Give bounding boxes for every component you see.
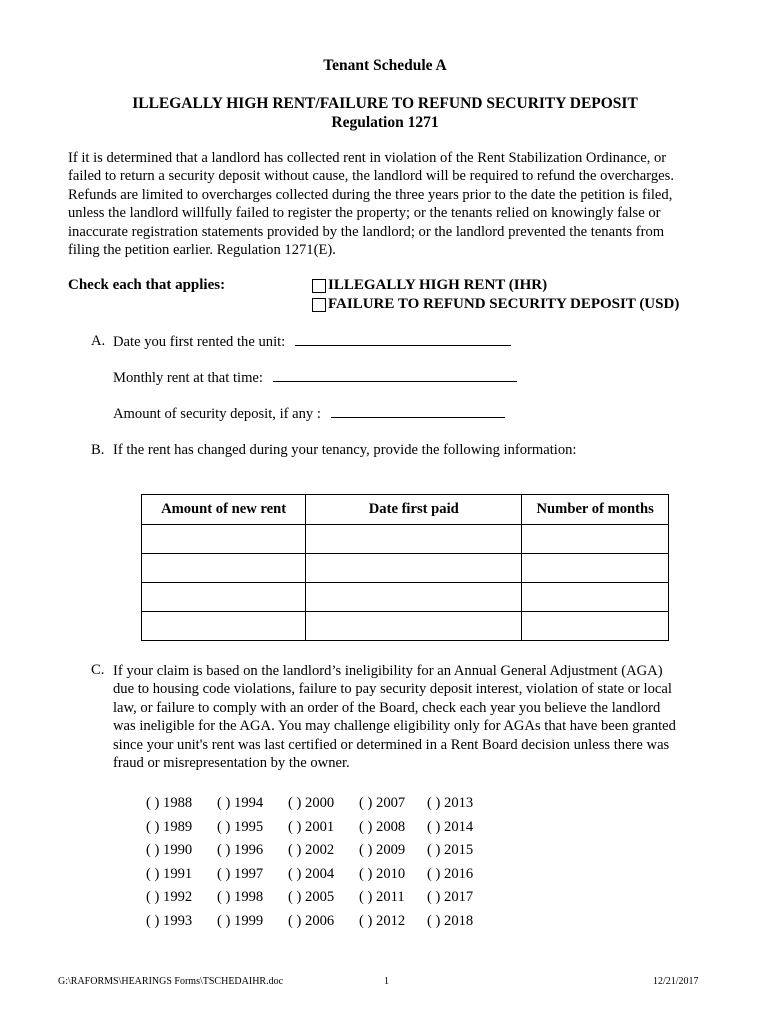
year-option[interactable]: ( ) 1988 bbox=[146, 795, 193, 811]
security-deposit-row bbox=[113, 405, 505, 423]
section-b-letter: B. bbox=[91, 442, 105, 458]
year-option[interactable]: ( ) 2006 bbox=[288, 913, 335, 929]
table-row bbox=[142, 554, 669, 583]
year-option[interactable]: ( ) 2004 bbox=[288, 865, 335, 882]
monthly-rent-row bbox=[113, 369, 517, 387]
security-deposit-field[interactable] bbox=[331, 405, 505, 418]
section-c-paragraph bbox=[113, 662, 713, 772]
year-option[interactable]: ( ) 2018 bbox=[427, 913, 474, 929]
year-option[interactable]: ( ) 1995 bbox=[217, 818, 264, 835]
year-option[interactable]: ( ) 2009 bbox=[359, 842, 406, 859]
monthly-rent-field[interactable] bbox=[273, 369, 517, 382]
section-c-line: If your claim is based on the landlord’s ineligibility for an Annual General Adjustment (AGA) bbox=[113, 663, 663, 679]
ihr-checkbox[interactable] bbox=[312, 279, 326, 293]
option-usd-label: FAILURE TO REFUND SECURITY DEPOSIT (USD) bbox=[328, 296, 680, 312]
footer-page-number: 1 bbox=[384, 976, 389, 987]
page-title: Tenant Schedule A bbox=[323, 57, 447, 74]
year-option[interactable]: ( ) 2014 bbox=[427, 818, 474, 835]
usd-checkbox[interactable] bbox=[312, 298, 326, 312]
page-subtitle: ILLEGALLY HIGH RENT/FAILURE TO REFUND SECURITY DEPOSIT bbox=[132, 95, 638, 112]
table-row bbox=[142, 525, 669, 554]
section-c-line: was ineligible for the AGA. You may challenge eligibility only for AGAs that have been granted bbox=[113, 718, 676, 735]
column-header-date-first-paid: Date first paid bbox=[306, 495, 522, 525]
year-option[interactable]: ( ) 1990 bbox=[146, 842, 193, 859]
table-cell[interactable] bbox=[306, 554, 522, 583]
monthly-rent-label: Monthly rent at that time: bbox=[113, 370, 263, 386]
footer-date: 12/21/2017 bbox=[653, 976, 699, 987]
year-option[interactable]: ( ) 2010 bbox=[359, 865, 406, 882]
year-option[interactable]: ( ) 2000 bbox=[288, 795, 335, 811]
year-option[interactable]: ( ) 2011 bbox=[359, 889, 405, 906]
year-option[interactable]: ( ) 1993 bbox=[146, 913, 193, 929]
footer-file-path: G:\RAFORMS\HEARINGS Forms\TSCHEDAIHR.doc bbox=[58, 976, 284, 987]
table-cell[interactable] bbox=[522, 612, 669, 641]
section-c-letter: C. bbox=[91, 662, 105, 678]
intro-line: inaccurate registration statements provided by the landlord; or the landlord prevented the tenants from bbox=[68, 223, 665, 240]
intro-line: failed to return a security deposit without cause, the landlord will be required to refund the overcharges. bbox=[68, 168, 674, 185]
table-cell[interactable] bbox=[306, 583, 522, 612]
column-header-number-of-months: Number of months bbox=[522, 495, 669, 525]
rent-change-table bbox=[141, 494, 669, 641]
year-option[interactable]: ( ) 2007 bbox=[359, 795, 406, 811]
table-cell[interactable] bbox=[522, 583, 669, 612]
year-option[interactable]: ( ) 2001 bbox=[288, 818, 335, 835]
year-option[interactable]: ( ) 1992 bbox=[146, 889, 193, 906]
option-usd[interactable] bbox=[312, 296, 679, 313]
section-c-line: law, or failure to comply with an order of the Board, check each year you believe the landlord bbox=[113, 699, 661, 716]
year-option[interactable]: ( ) 1997 bbox=[217, 865, 264, 882]
year-option[interactable]: ( ) 2013 bbox=[427, 795, 474, 811]
year-option[interactable]: ( ) 2012 bbox=[359, 913, 406, 929]
table-cell[interactable] bbox=[522, 525, 669, 554]
year-option[interactable]: ( ) 1998 bbox=[217, 889, 264, 906]
table-cell[interactable] bbox=[522, 554, 669, 583]
year-option[interactable]: ( ) 2015 bbox=[427, 842, 474, 859]
date-first-rented-label: Date you first rented the unit: bbox=[113, 334, 286, 350]
year-option[interactable]: ( ) 2002 bbox=[288, 842, 335, 859]
table-cell[interactable] bbox=[306, 525, 522, 554]
year-option[interactable]: ( ) 1989 bbox=[146, 818, 193, 835]
intro-line: filing the petition earlier. Regulation 1271(E). bbox=[68, 242, 336, 259]
date-first-rented-row bbox=[113, 333, 511, 351]
intro-line: Refunds are limited to overcharges collected during the three years prior to the date the petition is filed, bbox=[68, 186, 673, 203]
table-cell[interactable] bbox=[142, 612, 306, 641]
table-cell[interactable] bbox=[142, 554, 306, 583]
year-option[interactable]: ( ) 1999 bbox=[217, 913, 264, 929]
year-option[interactable]: ( ) 2017 bbox=[427, 889, 474, 906]
option-ihr-label: ILLEGALLY HIGH RENT (IHR) bbox=[328, 277, 548, 293]
intro-line: If it is determined that a landlord has collected rent in violation of the Rent Stabilization Ordinance, or bbox=[68, 150, 667, 166]
year-option[interactable]: ( ) 1991 bbox=[146, 865, 193, 882]
table-row bbox=[142, 612, 669, 641]
year-option[interactable]: ( ) 2016 bbox=[427, 865, 474, 882]
table-row bbox=[142, 583, 669, 612]
table-cell[interactable] bbox=[142, 583, 306, 612]
section-a-letter: A. bbox=[91, 333, 106, 349]
option-ihr[interactable] bbox=[312, 277, 547, 294]
year-option[interactable]: ( ) 2008 bbox=[359, 818, 406, 835]
section-b-text: If the rent has changed during your tenancy, provide the following information: bbox=[113, 442, 577, 458]
table-cell[interactable] bbox=[306, 612, 522, 641]
table-cell[interactable] bbox=[142, 525, 306, 554]
check-label: Check each that applies: bbox=[68, 277, 226, 293]
date-first-rented-field[interactable] bbox=[295, 333, 511, 346]
column-header-new-rent: Amount of new rent bbox=[142, 495, 306, 525]
year-option[interactable]: ( ) 1994 bbox=[217, 795, 264, 811]
section-c-line: fraud or misrepresentation by the owner. bbox=[113, 755, 350, 772]
intro-paragraph bbox=[68, 149, 708, 259]
year-option[interactable]: ( ) 1996 bbox=[217, 842, 264, 859]
regulation-heading: Regulation 1271 bbox=[331, 114, 439, 131]
section-c-line: since your unit's rent was last certified or determined in a Rent Board decision unless there was bbox=[113, 736, 670, 753]
table-header-row bbox=[142, 495, 669, 525]
year-option[interactable]: ( ) 2005 bbox=[288, 889, 335, 906]
section-c-line: due to housing code violations, failure to pay security deposit interest, violation of state or local bbox=[113, 681, 672, 698]
intro-line: unless the landlord willfully failed to register the property; or the tenants relied on knowingly false or bbox=[68, 205, 661, 222]
security-deposit-label: Amount of security deposit, if any : bbox=[113, 406, 321, 422]
